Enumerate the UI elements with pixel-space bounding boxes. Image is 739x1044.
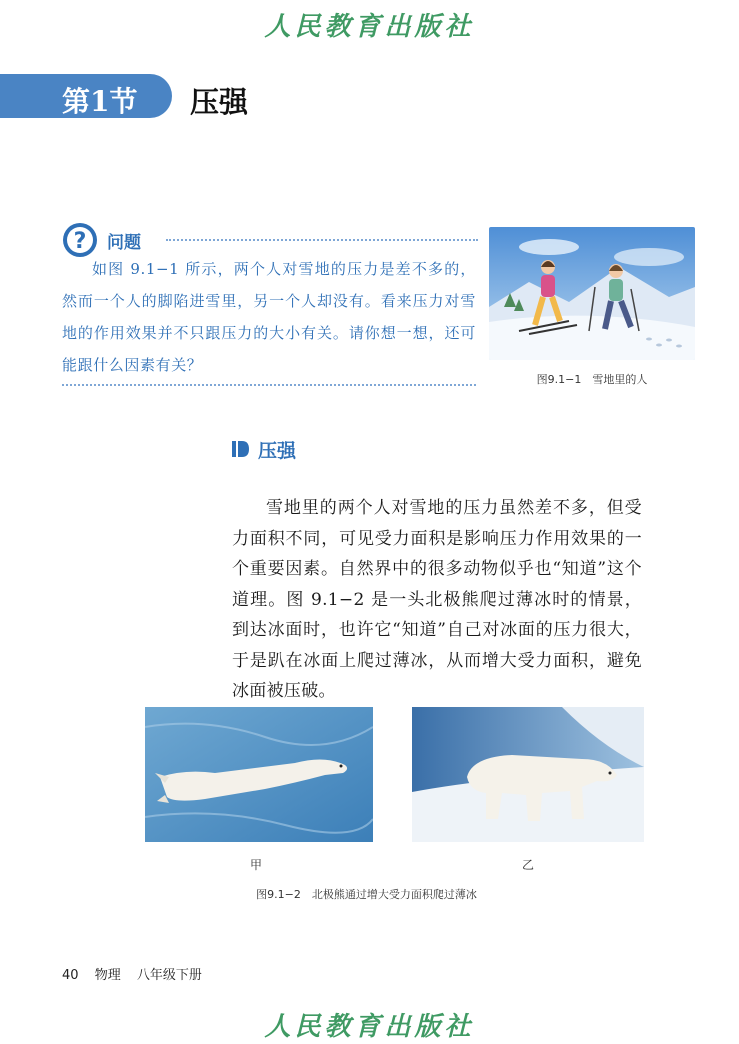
body-paragraph: 雪地里的两个人对雪地的压力虽然差不多，但受力面积不同，可见受力面积是影响压力作用效果的一个重要因素。自然界中的很多动物似乎也“知道”这个道理。图 9.1−2 是一头北极熊爬过薄冰时的情景，到达冰面时，也许它“知道”自己对冰面的压力很大，于是趴在冰面上爬过薄冰，从而增大受力面积，避免冰面被压破。 <box>232 498 642 701</box>
publisher-logo-bottom: 人民教育出版社 <box>264 1012 475 1042</box>
svg-text:?: ? <box>73 229 87 254</box>
polar-bear-walking-image <box>412 707 644 842</box>
page-footer <box>62 964 214 983</box>
footer-subject: 物理 <box>94 968 121 983</box>
section-marker-icon <box>232 439 250 459</box>
section-number: 第1节 <box>62 85 138 118</box>
footer-grade: 八年级下册 <box>136 968 202 983</box>
question-text: 如图 9.1−1 所示，两个人对雪地的压力是差不多的，然而一个人的脚陷进雪里，另一个人却没有。看来压力对雪地的作用效果并不只跟压力的大小有关。请你想一想，还可能跟什么因素有关？ <box>62 260 476 374</box>
publisher-logo-top: 人民教育出版社 <box>264 12 475 42</box>
figure2-label-a: 甲 <box>250 858 263 872</box>
question-divider-bottom <box>62 384 476 386</box>
page-number: 40 <box>62 968 79 983</box>
polar-bear-crawling-image <box>145 707 373 842</box>
figure2-label-b: 乙 <box>522 858 535 872</box>
figure2-caption: 图9.1−2 北极熊通过增大受力面积爬过薄冰 <box>256 888 477 901</box>
figure1-caption: 图9.1−1 雪地里的人 <box>536 373 648 386</box>
skiers-illustration <box>489 227 695 360</box>
subsection-title: 压强 <box>258 440 297 462</box>
question-divider-top <box>166 239 478 241</box>
question-label: 问题 <box>107 233 141 253</box>
section-title: 压强 <box>190 85 249 119</box>
